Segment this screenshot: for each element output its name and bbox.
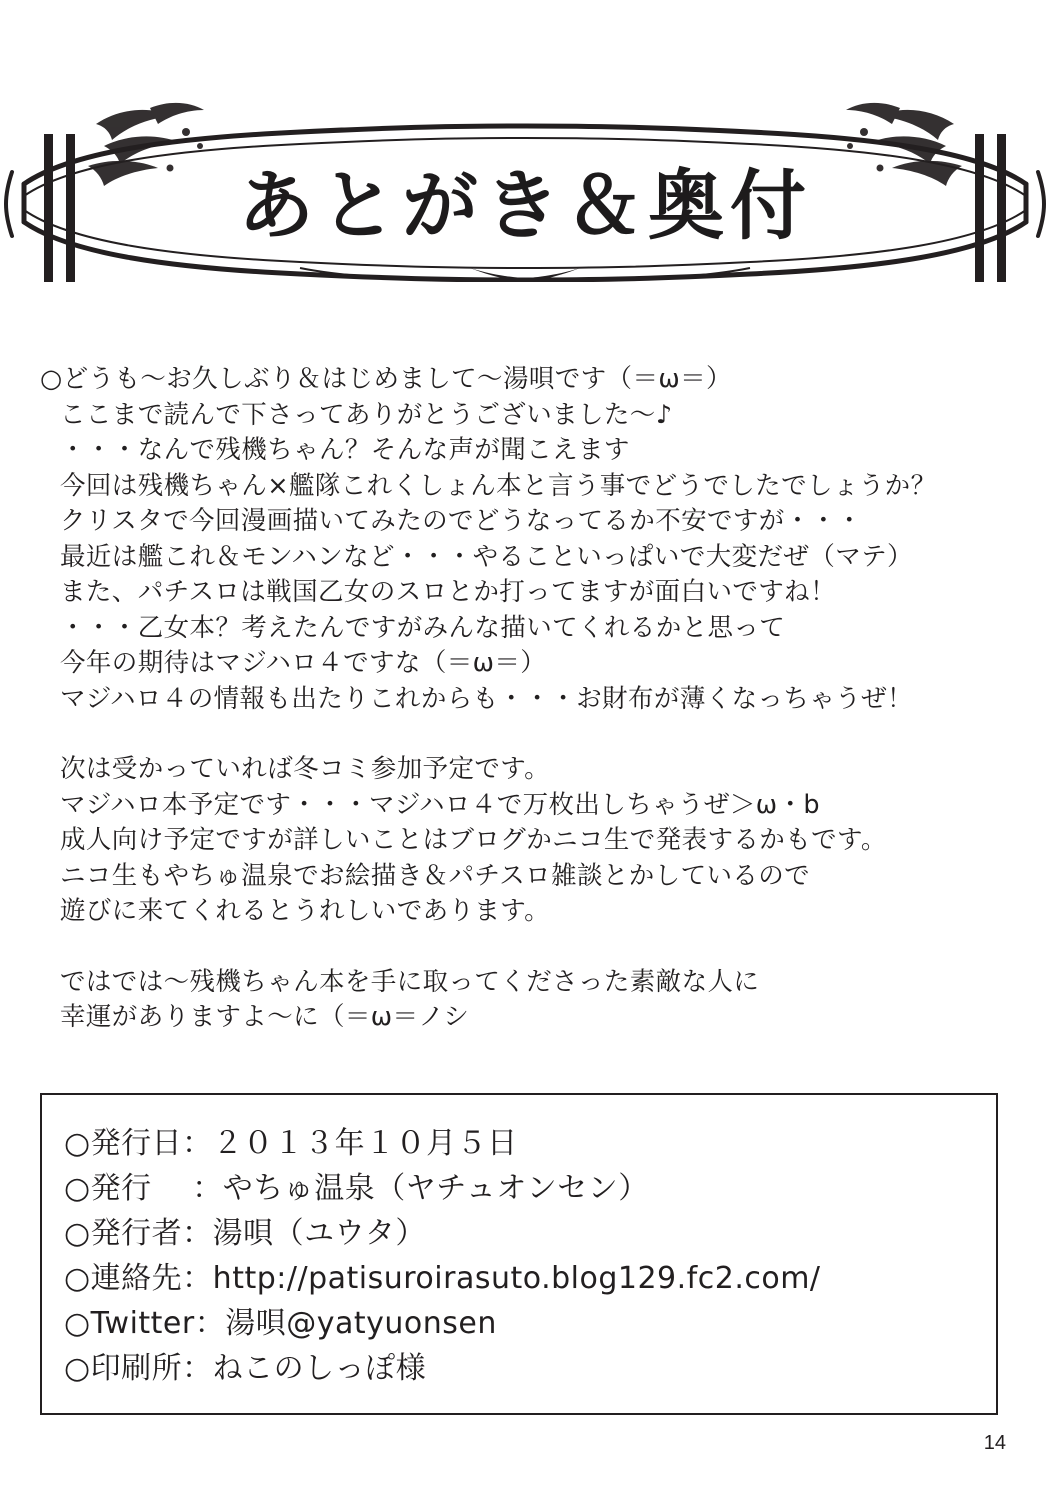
colophon-printer: ○印刷所：ねこのしっぽ様 <box>64 1351 427 1386</box>
colophon-author: ○発行者：湯唄（ユウタ） <box>64 1216 426 1251</box>
paragraph-spacer <box>40 717 1020 752</box>
afterword-line: 遊びに来てくれるとうれしいであります。 <box>60 896 551 926</box>
page-number: 14 <box>983 1432 1006 1454</box>
colophon-publish-date: ○発行日：２０１３年１０月５日 <box>64 1126 518 1161</box>
afterword-text <box>40 362 1020 1036</box>
afterword-line: マジハロ４の情報も出たりこれからも・・・お財布が薄くなっちゃうぜ！ <box>60 683 913 714</box>
header-banner <box>0 72 1050 282</box>
afterword-line: マジハロ本予定です・・・マジハロ４で万枚出しちゃうぜ＞ω・b <box>60 789 820 820</box>
colophon-box <box>40 1093 998 1415</box>
colophon-contact-url[interactable]: ○連絡先：http://patisuroirasuto.blog129.fc2.com/ <box>64 1261 821 1296</box>
afterword-line: 今年の期待はマジハロ４ですな（＝ω＝） <box>60 648 547 678</box>
afterword-line: 最近は艦これ＆モンハンなど・・・やることいっぱいで大変だぜ（マテ） <box>60 541 913 572</box>
afterword-line: ○どうも〜お久しぶり＆はじめまして〜湯唄です（＝ω＝） <box>40 364 732 394</box>
afterword-line: ・・・なんで残機ちゃん？そんな声が聞こえます <box>60 435 630 465</box>
afterword-line: 次は受かっていれば冬コミ参加予定です。 <box>60 754 551 784</box>
afterword-line: ではでは〜残機ちゃん本を手に取ってくださった素敵な人に <box>60 966 760 997</box>
afterword-line: ここまで読んで下さってありがとうございました〜♪ <box>60 399 673 430</box>
page-title: あとがき＆奥付 <box>238 161 812 250</box>
colophon-publisher: ○発行 ：やちゅ温泉（ヤチュオンセン） <box>64 1171 649 1206</box>
afterword-line: 幸運がありますよ〜に（＝ω＝ノシ <box>60 1002 470 1032</box>
afterword-line: 今回は残機ちゃん×艦隊これくしょん本と言う事でどうでしたでしょうか？ <box>60 470 937 501</box>
afterword-line: 成人向け予定ですが詳しいことはブログかニコ生で発表するかもです。 <box>60 825 887 855</box>
afterword-line: また、パチスロは戦国乙女のスロとか打ってますが面白いですね！ <box>60 577 836 607</box>
paragraph-spacer <box>40 930 1020 965</box>
afterword-line: ニコ生もやちゅ温泉でお絵描き＆パチスロ雑談とかしているので <box>60 860 811 891</box>
afterword-line: クリスタで今回漫画描いてみたのでどうなってるか不安ですが・・・ <box>60 506 863 536</box>
afterword-line: ・・・乙女本？考えたんですがみんな描いてくれるかと思って <box>60 612 786 643</box>
colophon-twitter[interactable]: ○Twitter：湯唄@yatyuonsen <box>64 1306 497 1341</box>
